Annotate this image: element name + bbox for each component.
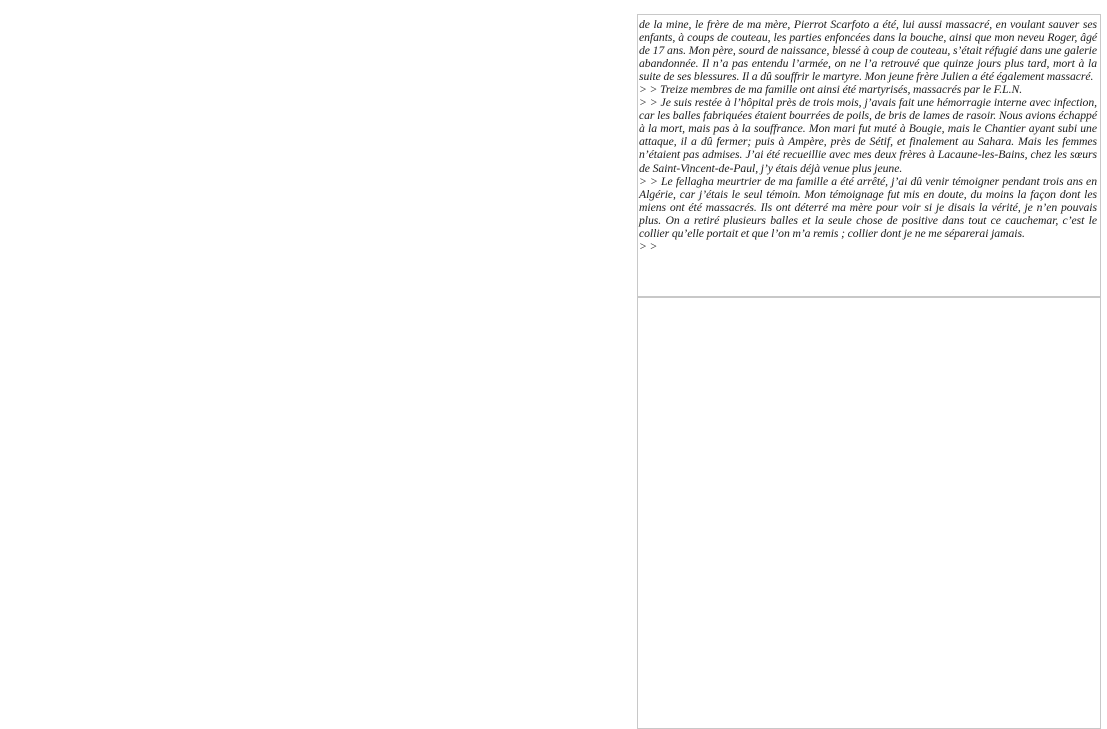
paragraph: > > Treize membres de ma famille ont ainsi été martyrisés, massacrés par le F.L.N. [639,83,1023,97]
paragraph-end-line-right [637,296,1101,298]
paragraph: > > Je suis restée à l’hôpital près de trois mois, j’avais fait une hémorragie interne avec infection, car les balles fabriquées étaient bourrées de poils, de bris de lames de rasoir. Nous avions échappé à la mort, mais pas à la souffrance. Mon mari fut muté à Bougie, mais le Chantier ayant subi une attaque, il a dû fermer; puis à Ampère, près de Sétif, et finalement au Sahara. Mais les femmes n’étaient pas admises. J’ai été recueillie avec mes deux frères à Lacaune-les-Bains, chez les sœurs de Saint-Vincent-de-Paul, j’y étais déjà venue plus jeune. [639,96,1097,175]
paragraph: > > Le fellagha meurtrier de ma famille a été arrêté, j’ai dû venir témoigner pendant trois ans en Algérie, car j’étais le seul témoin. Mon témoignage fut mis en doute, du moins la façon dont les miens ont été massacrés. Ils ont déterré ma mère pour voir si je disais la vérité, je n’en pouvais plus. On a retiré plusieurs balles et la seule chose de positive dans tout ce cauchemar, c’est le collier qu’elle portait et que l’on m’a remis ; collier dont je ne me séparerai jamais. [639,174,1097,240]
paragraph: > > [639,239,658,253]
right-page-text[interactable] [639,18,1097,253]
paragraph: de la mine, le frère de ma mère, Pierrot Scarfoto a été, lui aussi massacré, en voulant sauver ses enfants, à coups de couteau, les parties enfoncées dans la bouche, ainsi que mon neveu Roger, âgé de 17 ans. Mon père, sourd de naissance, blessé à coup de couteau, s’était réfugié dans une galerie abandonnée. Il n’a pas entendu l’armée, on ne l’a retrouvé que quinze jours plus tard, mort à la suite de ses blessures. Il a dû souffrir le martyre. Mon jeune frère Julien a été également massacré. [639,18,1097,84]
